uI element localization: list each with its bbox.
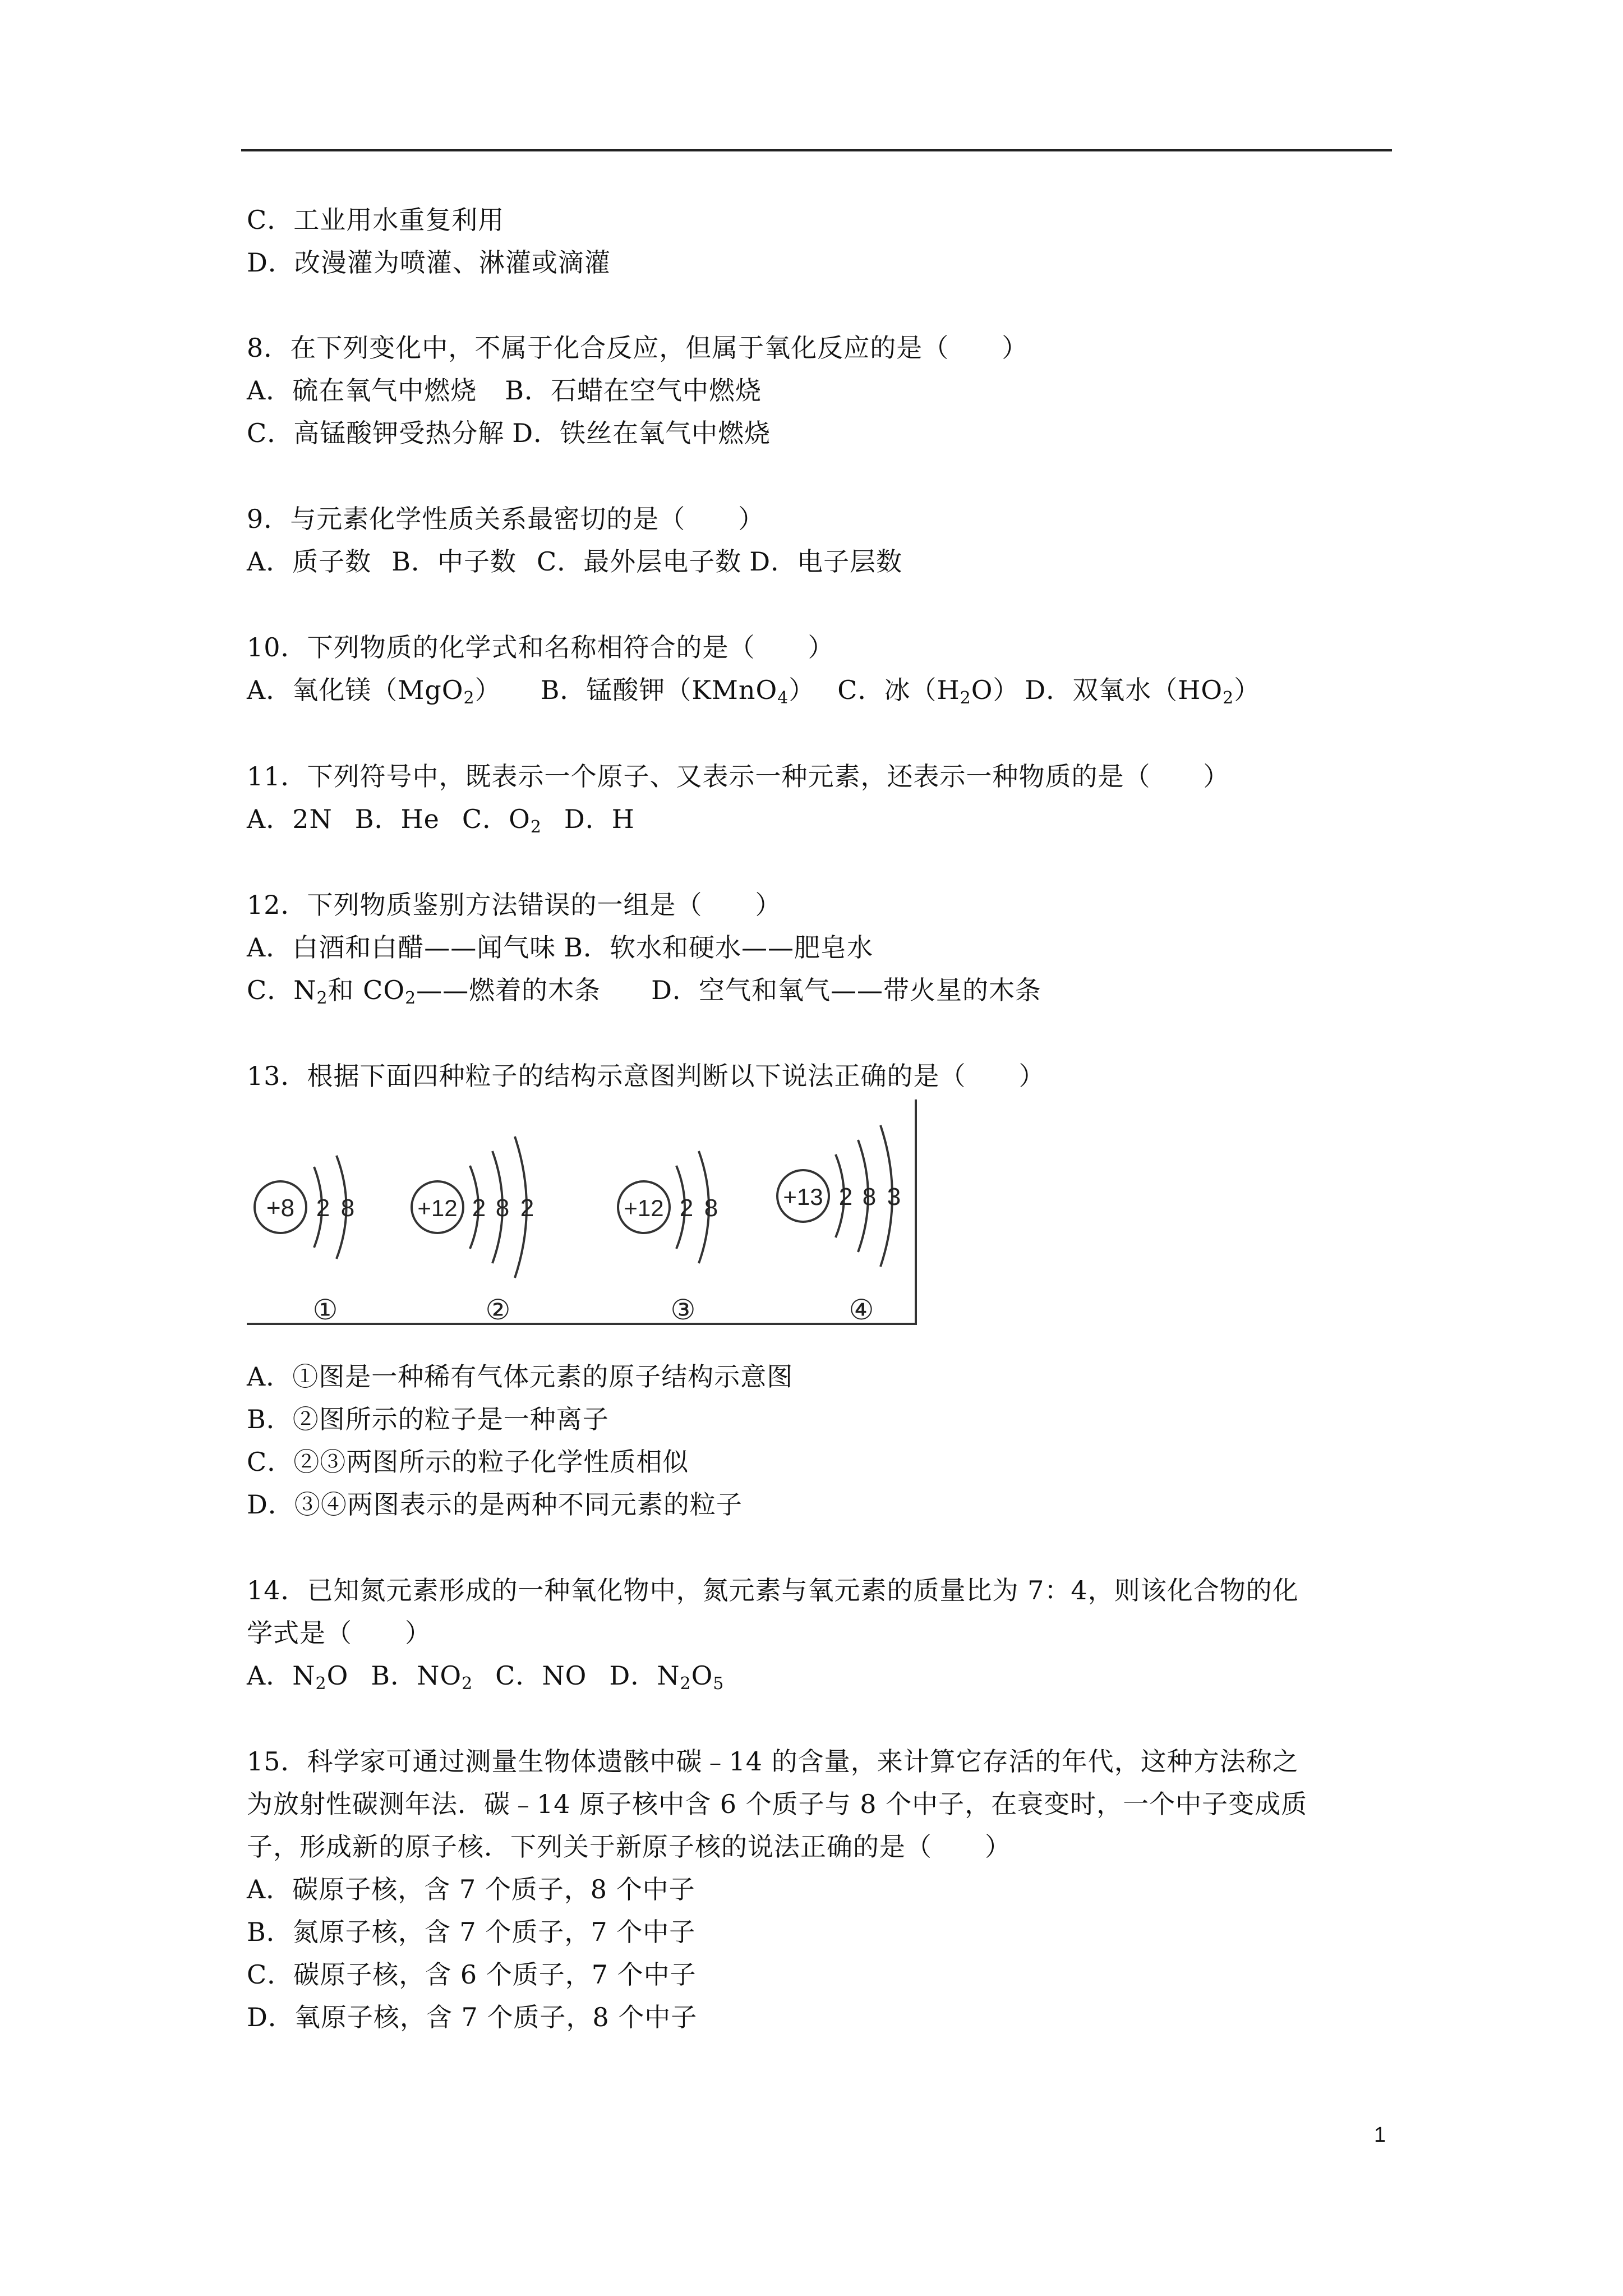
q11-option-c: C．$O_2$ bbox=[462, 804, 542, 837]
q11-option-d: D．H bbox=[564, 804, 635, 834]
q11-option-a: A．2N bbox=[247, 804, 333, 834]
q13-option-b: B．②图所示的粒子是一种离子 bbox=[247, 1404, 609, 1434]
q12-options-cd bbox=[247, 973, 1041, 1007]
q10-stem: 10．下列物质的化学式和名称相符合的是（ ） bbox=[247, 632, 834, 662]
q10-options bbox=[247, 673, 1260, 707]
diagram-3-shell-1: 2 bbox=[679, 1194, 694, 1222]
q10-option-a: A．氧化镁（MgO$_2$） bbox=[247, 675, 501, 708]
diagram-2-shell-3: 2 bbox=[520, 1194, 534, 1222]
q13-option-a: A．①图是一种稀有气体元素的原子结构示意图 bbox=[247, 1361, 794, 1392]
diagram-3-label: ③ bbox=[670, 1294, 696, 1326]
q8-stem: 8．在下列变化中，不属于化合反应，但属于氧化反应的是（ ） bbox=[247, 333, 1029, 363]
q9-option-d: D．电子层数 bbox=[749, 546, 903, 577]
q8-option-a: A．硫在氧气中燃烧 bbox=[247, 375, 477, 406]
diagram-4-nucleus: +13 bbox=[783, 1184, 823, 1210]
q9-option-b: B．中子数 bbox=[391, 546, 517, 577]
diagram-4-shell-2: 8 bbox=[862, 1183, 877, 1211]
q11-option-b: B．He bbox=[354, 804, 440, 834]
diagram-4-shell-1: 2 bbox=[838, 1183, 853, 1211]
q14-option-a: A．$N_2O$ bbox=[247, 1660, 349, 1694]
q12-options-ab bbox=[247, 931, 873, 964]
q15-stem-line-1: 15．科学家可通过测量生物体遗骸中碳﹣14 的含量，来计算它存活的年代，这种方法称之 bbox=[247, 1746, 1299, 1777]
q14-option-b: B．$NO_2$ bbox=[371, 1660, 473, 1694]
diagram-1-shell-1: 2 bbox=[316, 1194, 330, 1222]
q12-stem: 12．下列物质鉴别方法错误的一组是（ ） bbox=[247, 890, 782, 920]
q15-stem-line-2: 为放射性碳测年法．碳﹣14 原子核中含 6 个质子与 8 个中子，在衰变时，一个中子变成质 bbox=[247, 1789, 1308, 1819]
q15-option-b: B．氮原子核，含 7 个质子，7 个中子 bbox=[247, 1917, 696, 1947]
q8-option-b: B．石蜡在空气中燃烧 bbox=[505, 375, 762, 406]
q9-stem: 9．与元素化学性质关系最密切的是（ ） bbox=[247, 504, 765, 534]
q8-option-d: D．铁丝在氧气中燃烧 bbox=[512, 418, 771, 448]
particle-diagram-4 bbox=[777, 1125, 901, 1326]
q12-option-a: A．白酒和白醋——闻气味 bbox=[247, 932, 556, 963]
q8-options-ab bbox=[247, 374, 762, 407]
page-number: 1 bbox=[1374, 2123, 1386, 2147]
q12-option-d: D．空气和氧气——带火星的木条 bbox=[651, 975, 1042, 1005]
q14-stem-line-1: 14．已知氮元素形成的一种氧化物中，氮元素与氧元素的质量比为 7：4，则该化合物的化 bbox=[247, 1575, 1299, 1605]
q10-option-c: C．冰$(H_2O)$ bbox=[837, 675, 1020, 708]
q8-option-c: C．高锰酸钾受热分解 bbox=[247, 418, 505, 448]
q9-option-c: C．最外层电子数 bbox=[537, 546, 742, 577]
q10-option-d: D．双氧水$(HO_2)$ bbox=[1025, 675, 1261, 708]
q11-options bbox=[247, 802, 635, 836]
q15-option-c: C．碳原子核，含 6 个质子，7 个中子 bbox=[247, 1959, 697, 1990]
diagram-3-nucleus: +12 bbox=[624, 1195, 664, 1221]
diagram-2-label: ② bbox=[485, 1294, 511, 1326]
q9-options bbox=[247, 545, 902, 578]
q15-stem-line-3: 子，形成新的原子核．下列关于新原子核的说法正确的是（ ） bbox=[247, 1832, 1011, 1862]
header-rule bbox=[241, 149, 1392, 151]
diagram-1-label: ① bbox=[312, 1294, 338, 1326]
diagram-1-shell-2: 8 bbox=[340, 1194, 355, 1222]
diagram-4-label: ④ bbox=[849, 1294, 874, 1326]
q14-option-d: D．$N_2O_5$ bbox=[609, 1660, 725, 1694]
atomic-structure-diagram bbox=[247, 1099, 920, 1329]
particle-diagram-1 bbox=[255, 1156, 354, 1326]
q7-option-d: D．改漫灌为喷灌、淋灌或滴灌 bbox=[247, 247, 611, 278]
q14-option-c: C．NO bbox=[495, 1660, 587, 1691]
q12-option-b: B．软水和硬水——肥皂水 bbox=[564, 932, 874, 963]
q15-option-d: D．氧原子核，含 7 个质子，8 个中子 bbox=[247, 2002, 698, 2032]
diagram-2-shell-1: 2 bbox=[472, 1194, 486, 1222]
q15-option-a: A．碳原子核，含 7 个质子，8 个中子 bbox=[247, 1874, 695, 1904]
q13-option-d: D．③④两图表示的是两种不同元素的粒子 bbox=[247, 1489, 743, 1520]
q14-stem-line-2: 学式是（ ） bbox=[247, 1618, 431, 1648]
q13-stem: 13．根据下面四种粒子的结构示意图判断以下说法正确的是（ ） bbox=[247, 1061, 1045, 1091]
q10-option-b: B．锰酸钾（KMnO$_4$） bbox=[540, 675, 815, 708]
diagram-2-nucleus: +12 bbox=[417, 1195, 458, 1221]
diagram-2-shell-2: 8 bbox=[495, 1194, 510, 1222]
particle-diagram-3 bbox=[618, 1151, 718, 1326]
diagram-3-shell-2: 8 bbox=[704, 1194, 718, 1222]
q11-stem: 11．下列符号中，既表示一个原子、又表示一种元素，还表示一种物质的是（ ） bbox=[247, 761, 1230, 792]
q9-option-a: A．质子数 bbox=[247, 546, 372, 577]
q7-option-c: C．工业用水重复利用 bbox=[247, 205, 505, 235]
q14-options bbox=[247, 1659, 724, 1692]
particle-diagram-2 bbox=[412, 1137, 534, 1326]
diagram-4-shell-3: 3 bbox=[887, 1183, 901, 1211]
diagram-1-nucleus: +8 bbox=[266, 1194, 295, 1222]
q8-options-cd bbox=[247, 416, 771, 450]
q12-option-c: C．$N_2$和 $CO_2——$燃着的木条 bbox=[247, 975, 601, 1008]
q13-option-c: C．②③两图所示的粒子化学性质相似 bbox=[247, 1447, 689, 1477]
